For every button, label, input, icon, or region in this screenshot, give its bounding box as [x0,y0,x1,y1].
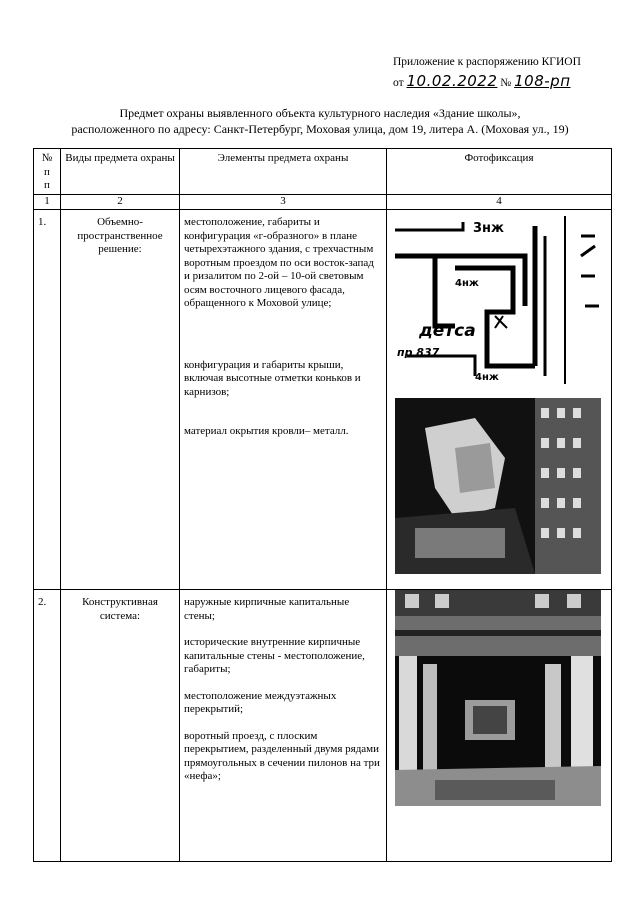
header-appendix: Приложение к распоряжению КГИОП [393,56,581,68]
protection-table [33,148,612,862]
map-label: 4нж [475,372,499,383]
col-num-1: 1 [34,195,61,210]
map-label: пр 837 [397,346,440,359]
map-label: 3нж [473,221,504,236]
aerial-roof-image [395,398,601,574]
gate-passage-image [395,590,601,806]
aerial-roof-drawing [395,398,601,574]
header-kind: Виды предмета охраны [61,149,180,195]
row-number: 2. [34,590,61,862]
header-photo: Фотофиксация [387,149,612,195]
gate-passage-drawing [395,590,601,806]
table-row [34,210,612,590]
map-label: 4нж [455,278,479,289]
col-num-2: 2 [61,195,180,210]
map-label: детса [419,321,476,341]
col-num-4: 4 [387,195,612,210]
header-elements: Элементы предмета охраны [180,149,387,195]
table-header-row [34,149,612,195]
row-kind: Объемно-пространственное решение: [61,210,180,590]
element-item: материал окрытия кровли– металл. [184,425,349,437]
row-elements [180,590,387,862]
element-item: исторические внутренние кирпичные капитальные стены - местоположение, габариты; [184,636,365,675]
table-row [34,590,612,862]
row-photos [387,590,612,862]
document-title-line2: расположенного по адресу: Санкт-Петербург, Моховая улица, дом 19, литера А. (Моховая ул., 19) [71,122,569,136]
col-num-3: 3 [180,195,387,210]
site-plan-drawing [395,216,601,384]
from-prefix: от [393,77,404,89]
order-number: 108-рп [514,72,571,90]
header-no: № п п [34,149,61,195]
document-title-line1: Предмет охраны выявленного объекта культурного наследия «Здание школы», [119,106,521,120]
order-date: 10.02.2022 [406,72,498,90]
row-kind: Конструктивная система: [61,590,180,862]
element-item: конфигурация и габариты крыши, включая высотные отметки коньков и карнизов; [184,358,361,398]
element-item: местоположение междуэтажных перекрытий; [184,689,337,715]
row-number: 1. [34,210,61,590]
row-photos [387,210,612,590]
column-number-row [34,195,612,210]
header-order-line [393,72,571,90]
element-item: местоположение, габариты и конфигурация «г-образного» в плане четырехэтажного здания, с трехчастным воротным проездом по оси восток-запад и ризалитом по 2-ой – 10-ой световым осям восточного лицевого фасада, обращенного к Моховой улице; [184,216,374,309]
site-plan-image [395,216,601,384]
number-sign: № [500,77,512,89]
row-elements [180,210,387,590]
element-item: наружные кирпичные капитальные стены; [184,596,350,622]
element-item: воротный проезд, с плоским перекрытием, разделенный двумя рядами прямоугольных в сечении пилонов на три «нефа»; [184,729,380,782]
